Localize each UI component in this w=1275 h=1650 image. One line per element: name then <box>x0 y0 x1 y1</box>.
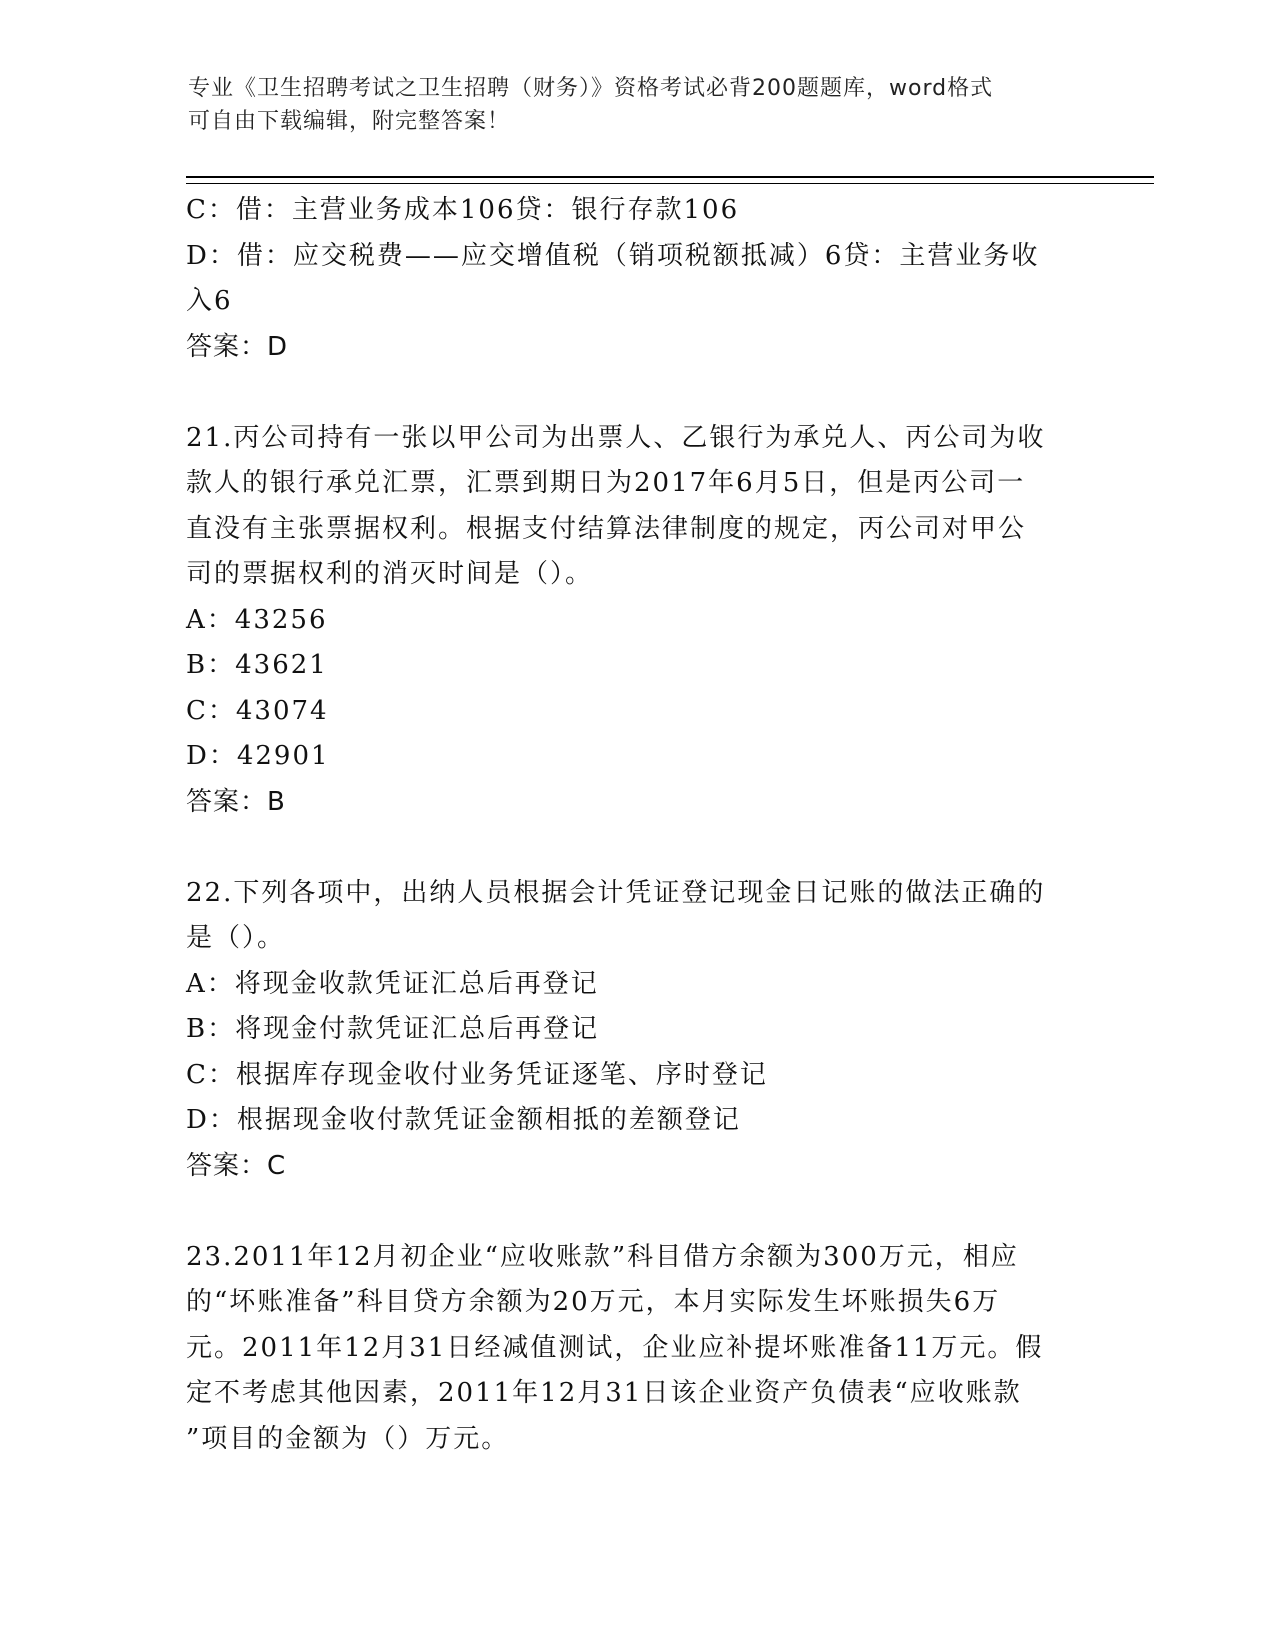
answer-line: 答案：D <box>186 331 289 362</box>
option-a: A：43256 <box>186 604 328 635</box>
question-stem-line: 定不考虑其他因素，2011年12月31日该企业资产负债表“应收账款 <box>186 1378 1022 1408</box>
question-stem-line: ”项目的金额为（）万元。 <box>186 1423 510 1454</box>
question-22 <box>186 871 1076 1190</box>
spacer <box>186 1189 1076 1235</box>
question-stem-line: 是（）。 <box>186 923 286 953</box>
question-stem-line: 司的票据权利的消灭时间是（）。 <box>186 559 594 589</box>
question-stem-line: 21.丙公司持有一张以甲公司为出票人、乙银行为承兑人、丙公司为收 <box>186 422 1046 453</box>
option-a: A：将现金收款凭证汇总后再登记 <box>186 968 599 999</box>
header-rule <box>186 176 1154 184</box>
question-stem-line: 23.2011年12月初企业“应收账款”科目借方余额为300万元，相应 <box>186 1241 1019 1272</box>
option-c: C：根据库存现金收付业务凭证逐笔、序时登记 <box>186 1059 768 1090</box>
document-body <box>186 188 1076 1462</box>
question-stem-line: 22.下列各项中，出纳人员根据会计凭证登记现金日记账的做法正确的 <box>186 877 1046 908</box>
question-stem-line: 的“坏账准备”科目贷方余额为20万元，本月实际发生坏账损失6万 <box>186 1287 1001 1317</box>
question-stem-line: 款人的银行承兑汇票，汇票到期日为2017年6月5日，但是丙公司一 <box>186 468 1026 498</box>
option-c: C：43074 <box>186 695 329 726</box>
question-stem-line: 元。2011年12月31日经减值测试，企业应补提坏账准备11万元。假 <box>186 1332 1044 1363</box>
option-b: B：43621 <box>186 650 328 680</box>
spacer <box>186 370 1076 416</box>
header-line: 可自由下载编辑，附完整答案！ <box>188 109 511 134</box>
question-23 <box>186 1235 1076 1463</box>
option-d: D：借：应交税费——应交增值税（销项税额抵减）6贷：主营业务收 <box>186 240 1040 271</box>
answer-line: 答案：C <box>186 1150 287 1181</box>
header-line: 专业《卫生招聘考试之卫生招聘（财务）》资格考试必背200题题库，word格式 <box>188 76 994 101</box>
option-d: D：根据现金收付款凭证金额相抵的差额登记 <box>186 1105 741 1135</box>
question-stem-line: 直没有主张票据权利。根据支付结算法律制度的规定，丙公司对甲公 <box>186 513 1027 544</box>
option-b: B：将现金付款凭证汇总后再登记 <box>186 1014 600 1044</box>
prev-question-tail <box>186 188 1076 370</box>
option-d-continued: 入6 <box>186 286 233 316</box>
question-21 <box>186 416 1076 826</box>
spacer <box>186 825 1076 871</box>
option-c: C：借：主营业务成本106贷：银行存款106 <box>186 195 740 225</box>
option-d: D：42901 <box>186 741 330 771</box>
page-header <box>188 72 1068 138</box>
answer-line: 答案：B <box>186 786 286 817</box>
